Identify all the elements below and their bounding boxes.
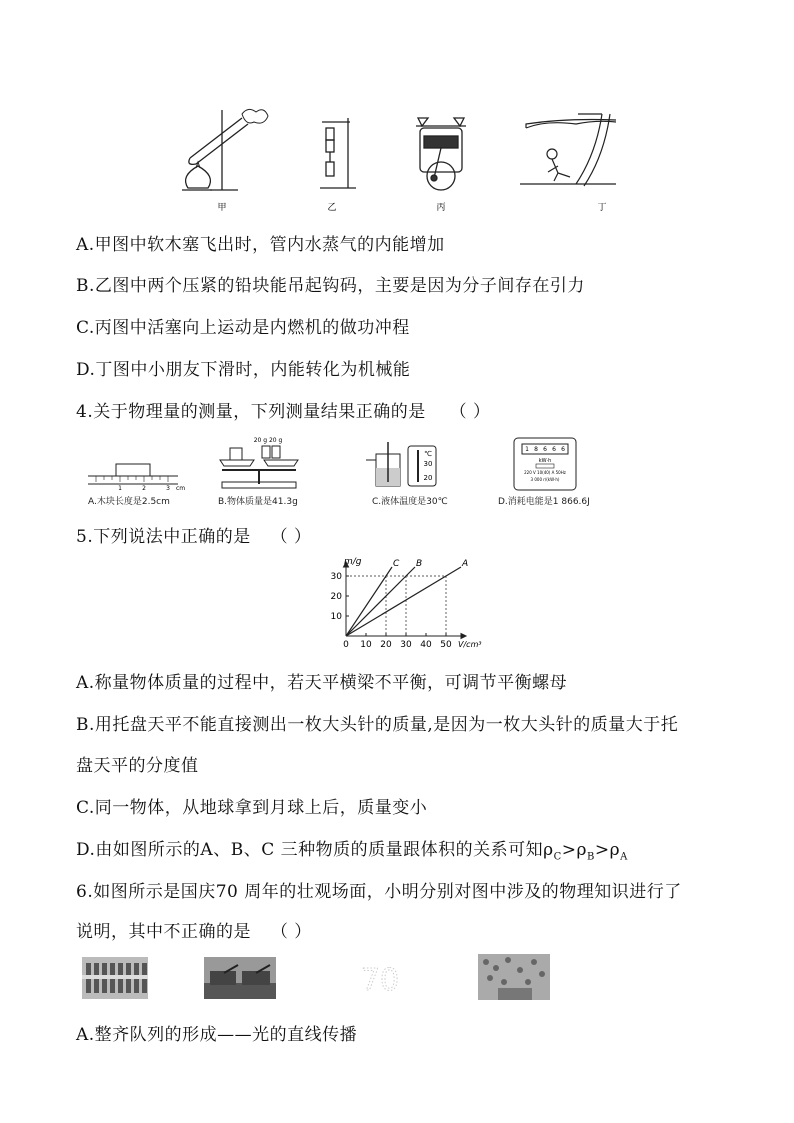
- q4-stem: [76, 397, 491, 422]
- q6-photo-formation-70: [350, 960, 410, 996]
- q6-stem-line2: [76, 917, 312, 942]
- q5-stem-text: 5.下列说法中正确的是: [76, 527, 251, 547]
- q4-thermometer-figure: [362, 438, 442, 490]
- thermo-tick-20: 20: [423, 474, 433, 482]
- q6-answer-paren: （ ）: [270, 922, 312, 942]
- y-tick-label: 20: [330, 592, 342, 602]
- q3-option-b: B.乙图中两个压紧的铅块能吊起钩码，主要是因为分子间存在引力: [76, 276, 585, 296]
- balance-weights-label: 20 g 20 g: [253, 437, 283, 444]
- q3-figures: [170, 98, 630, 216]
- q5-mass-volume-chart: [316, 557, 482, 650]
- q6-stem-line1: 6.如图所示是国庆70 周年的壮观场面，小明分别对图中涉及的物理知识进行了: [76, 882, 682, 902]
- x-tick-label: 20: [380, 640, 392, 650]
- series-label-C: C: [393, 559, 400, 569]
- ruler-tick-3: 3: [166, 485, 170, 492]
- meter-line-1: 220 V 10(40) A 50Hz: [524, 470, 566, 475]
- series-line-A: [346, 567, 461, 636]
- q4-caption-c: C.液体温度是30℃: [372, 497, 448, 507]
- ruler-tick-1: 1: [118, 485, 122, 492]
- thermo-unit: ℃: [424, 450, 432, 458]
- meter-digit-3: 6: [543, 446, 547, 453]
- formation-70-text: 70: [360, 963, 400, 998]
- fig-label-bing: 丙: [436, 203, 446, 213]
- q6-photo-balloons: [478, 954, 550, 1000]
- q5-option-b-cont: 盘天平的分度值: [76, 756, 199, 776]
- q5-option-d: [76, 835, 628, 862]
- meter-digit-4: 6: [552, 446, 556, 453]
- q4-energy-meter-figure: [512, 436, 578, 492]
- x-tick-label: 0: [343, 640, 349, 650]
- fig-label-yi: 乙: [327, 203, 337, 213]
- q4-stem-text: 4.关于物理量的测量，下列测量结果正确的是: [76, 402, 426, 422]
- x-axis-label: V/cm³: [458, 640, 482, 649]
- q5-option-d-text: D.由如图所示的A、B、C 三种物质的质量跟体积的关系可知: [76, 840, 544, 860]
- q5-answer-paren: （ ）: [270, 527, 312, 547]
- q6-option-a: A.整齐队列的形成——光的直线传播: [76, 1025, 358, 1045]
- rho-c: $\rho_C$: [543, 840, 562, 863]
- fig-label-ding: 丁: [597, 203, 607, 213]
- x-axis-arrow: [461, 634, 466, 639]
- rho-b: $\rho_B$: [576, 840, 595, 863]
- q3-option-d: D.丁图中小朋友下滑时，内能转化为机械能: [76, 360, 411, 380]
- q4-caption-d: D.消耗电能是1 866.6J: [498, 497, 590, 507]
- q4-balance-figure: [214, 432, 304, 490]
- fig-bing-engine-cylinder: [416, 118, 466, 190]
- x-tick-label: 10: [360, 640, 372, 650]
- series-label-B: B: [416, 559, 423, 569]
- q5-option-b: B.用托盘天平不能直接测出一枚大头针的质量,是因为一枚大头针的质量大于托: [76, 715, 679, 735]
- q5-stem: [76, 522, 312, 547]
- meter-line-2: 3 000 r/(kW·h): [530, 477, 560, 482]
- y-tick-label: 10: [330, 612, 342, 622]
- fig-jia-test-tube-heating: [182, 109, 268, 190]
- q5-option-c: C.同一物体，从地球拿到月球上后，质量变小: [76, 798, 428, 818]
- y-axis-label: m/g: [344, 557, 362, 567]
- thermo-tick-30: 30: [423, 460, 433, 468]
- ruler-unit: cm: [176, 485, 186, 492]
- q6-photo-soldiers: [82, 957, 148, 999]
- fig-label-jia: 甲: [217, 203, 227, 213]
- meter-digit-2: 8: [534, 446, 538, 453]
- meter-digit-1: 1: [525, 446, 529, 453]
- meter-digit-5: 6: [561, 446, 565, 453]
- gt-1: >: [561, 840, 577, 860]
- q3-option-c: C.丙图中活塞向上运动是内燃机的做功冲程: [76, 318, 410, 338]
- q4-caption-a: A.木块长度是2.5cm: [88, 497, 170, 507]
- fig-yi-lead-blocks: [320, 118, 356, 188]
- q3-option-a: A.甲图中软木塞飞出时，管内水蒸气的内能增加: [76, 235, 445, 255]
- q5-option-a: A.称量物体质量的过程中，若天平横梁不平衡，可调节平衡螺母: [76, 673, 568, 693]
- fig-ding-child-slide: [520, 114, 616, 186]
- series-line-C: [346, 567, 392, 636]
- q4-caption-b: B.物体质量是41.3g: [218, 497, 298, 507]
- x-tick-label: 30: [400, 640, 412, 650]
- series-label-A: A: [462, 559, 469, 569]
- meter-unit: kW·h: [538, 458, 552, 464]
- ruler-tick-2: 2: [142, 485, 146, 492]
- q4-ruler-figure: [86, 462, 186, 492]
- x-tick-label: 50: [440, 640, 452, 650]
- rho-a: $\rho_A$: [609, 840, 628, 863]
- q4-answer-paren: （ ）: [449, 402, 491, 422]
- q6-photo-tanks: [204, 957, 276, 999]
- y-tick-label: 30: [330, 572, 342, 582]
- gt-2: >: [594, 840, 610, 860]
- q6-stem-text: 说明，其中不正确的是: [76, 922, 251, 942]
- x-tick-label: 40: [420, 640, 432, 650]
